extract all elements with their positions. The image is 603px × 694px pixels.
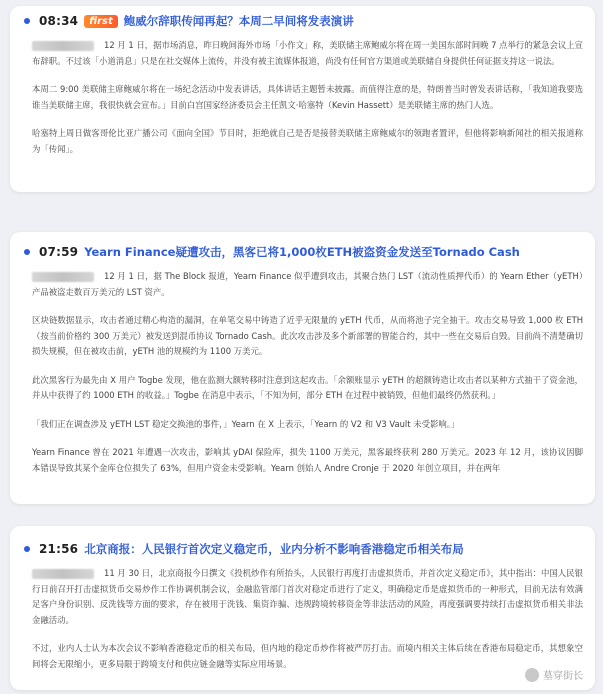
news-paragraph: 12 月 1 日，据市场消息，昨日晚间海外市场「小作文」称，美联储主席鲍威尔将在周一美国东部时间晚 7 点举行的紧急会议上宣布辞职。不过该「小道消息」只是在社交媒体上流传，并没有被主流媒体报道，尚没有任何官方渠道或美联储自身提供任何证据支持这一说法。 bbox=[32, 40, 583, 66]
news-paragraph: 区块链数据显示，攻击者通过精心构造的漏洞，在单笔交易中铸造了近乎无限量的 yETH 代币，从而将池子完全抽干。攻击交易导致 1,000 枚 ETH（按当前价格约 300 万美元）被发送到混币协议 Tornado Cash。此次攻击涉及多个新部署的智能合约，其中一些在交易后自毁。目前尚不清楚确切损失规模，但在被攻击前，yETH 池的规模约为 1100 万美元。 bbox=[32, 315, 583, 356]
timeline-dot bbox=[24, 249, 30, 255]
news-card-3[interactable] bbox=[10, 526, 595, 690]
news-paragraph: Yearn Finance 曾在 2021 年遭遇一次攻击，影响其 yDAI 保险库，损失 1100 万美元，黑客最终获利 280 万美元。2023 年 12 月，该协议因脚本错误导致其某个金库仓位损失了 63%，但用户资金未受影响。Yearn 创始人 Andre Cronje 于 2020 年创立项目，并在两年 bbox=[32, 447, 583, 473]
news-header bbox=[24, 10, 595, 32]
timeline-dot bbox=[24, 18, 30, 24]
timeline-dot bbox=[24, 546, 30, 552]
news-header bbox=[24, 241, 595, 263]
news-header bbox=[24, 538, 595, 560]
first-badge: first bbox=[84, 15, 118, 28]
news-time: 07:59 bbox=[39, 245, 79, 259]
news-paragraph: 此次黑客行为最先由 X 用户 Togbe 发现，他在监测大额转移时注意到这起攻击。「余额账显示 yETH 的超额铸造让攻击者以某种方式抽干了资金池，并从中获得了约 1000 ETH 的收益。」Togbe 在消息中表示，「不知为何，部分 ETH 在过程中被销毁，但他们最终仍然获利。」 bbox=[32, 374, 583, 400]
account-avatar-icon bbox=[525, 668, 539, 682]
news-title[interactable]: Yearn Finance疑遭攻击，黑客已将1,000枚ETH被盗资金发送至Tornado Cash bbox=[84, 245, 520, 259]
news-card-2[interactable] bbox=[10, 232, 595, 504]
watermark: 墓穿街长 bbox=[525, 667, 583, 682]
news-title[interactable]: 北京商报：人民银行首次定义稳定币，业内分析不影响香港稳定币相关布局 bbox=[84, 542, 464, 556]
news-paragraph: 11 月 30 日，北京商报今日撰文《投机炒作有所抬头，人民银行再度打击虚拟货币，并首次定义稳定币》，其中指出：中国人民银行日前召开打击虚拟货币交易炒作工作协调机制会议，金融监管部门首次对稳定币进行了定义，明确稳定币是虚拟货币的一种形式，目前无法有效满足客户身份识别、反洗钱等方面的要求，存在被用于洗钱、集资诈骗、违规跨境转移资金等非法活动的风险，再度强调要持续打击虚拟货币相关非法金融活动。 bbox=[32, 568, 583, 625]
news-paragraph: 不过，业内人士认为本次会议不影响香港稳定币的相关布局，但内地的稳定币炒作将被严厉打击。而境内相关主体后续在香港布局稳定币，其想象空间将会无限缩小，更多局限于跨境支付和供应链金融等实际应用场景。 bbox=[32, 643, 583, 669]
redacted-source bbox=[32, 569, 94, 579]
news-card-1[interactable] bbox=[10, 6, 595, 192]
redacted-source bbox=[32, 41, 94, 51]
news-paragraph: 12 月 1 日，据 The Block 报道，Yearn Finance 似乎遭到攻击，其聚合热门 LST（流动性质押代币）的 Yearn Ether（yETH）产品被盗走数百万美元的 LST 资产。 bbox=[32, 271, 583, 297]
news-time: 08:34 bbox=[39, 14, 79, 28]
news-title[interactable]: 鲍威尔辞职传闻再起？本周二早间将发表演讲 bbox=[123, 14, 354, 28]
news-paragraph: 哈塞特上周日做客哥伦比亚广播公司《面向全国》节目时，拒绝就自己是否是接替美联储主席鲍威尔的领跑者置评，但他将影响新闻社的相关报道称为「传闻」。 bbox=[32, 128, 583, 154]
redacted-source bbox=[32, 272, 94, 282]
news-paragraph: 「我们正在调查涉及 yETH LST 稳定交换池的事件，」Yearn 在 X 上表示，「Yearn 的 V2 和 V3 Vault 未受影响。」 bbox=[32, 418, 460, 429]
news-time: 21:56 bbox=[39, 542, 79, 556]
news-paragraph: 本周二 9:00 美联储主席鲍威尔将在一场纪念活动中发表讲话，具体讲话主题暂未披露。而值得注意的是，特朗普当时曾发表讲话称，「我知道我要选谁当美联储主席，我很快就会宣布。」目前白宫国家经济委员会主任凯文·哈塞特（Kevin Hassett）是美联储主席的热门人选。 bbox=[32, 84, 583, 110]
